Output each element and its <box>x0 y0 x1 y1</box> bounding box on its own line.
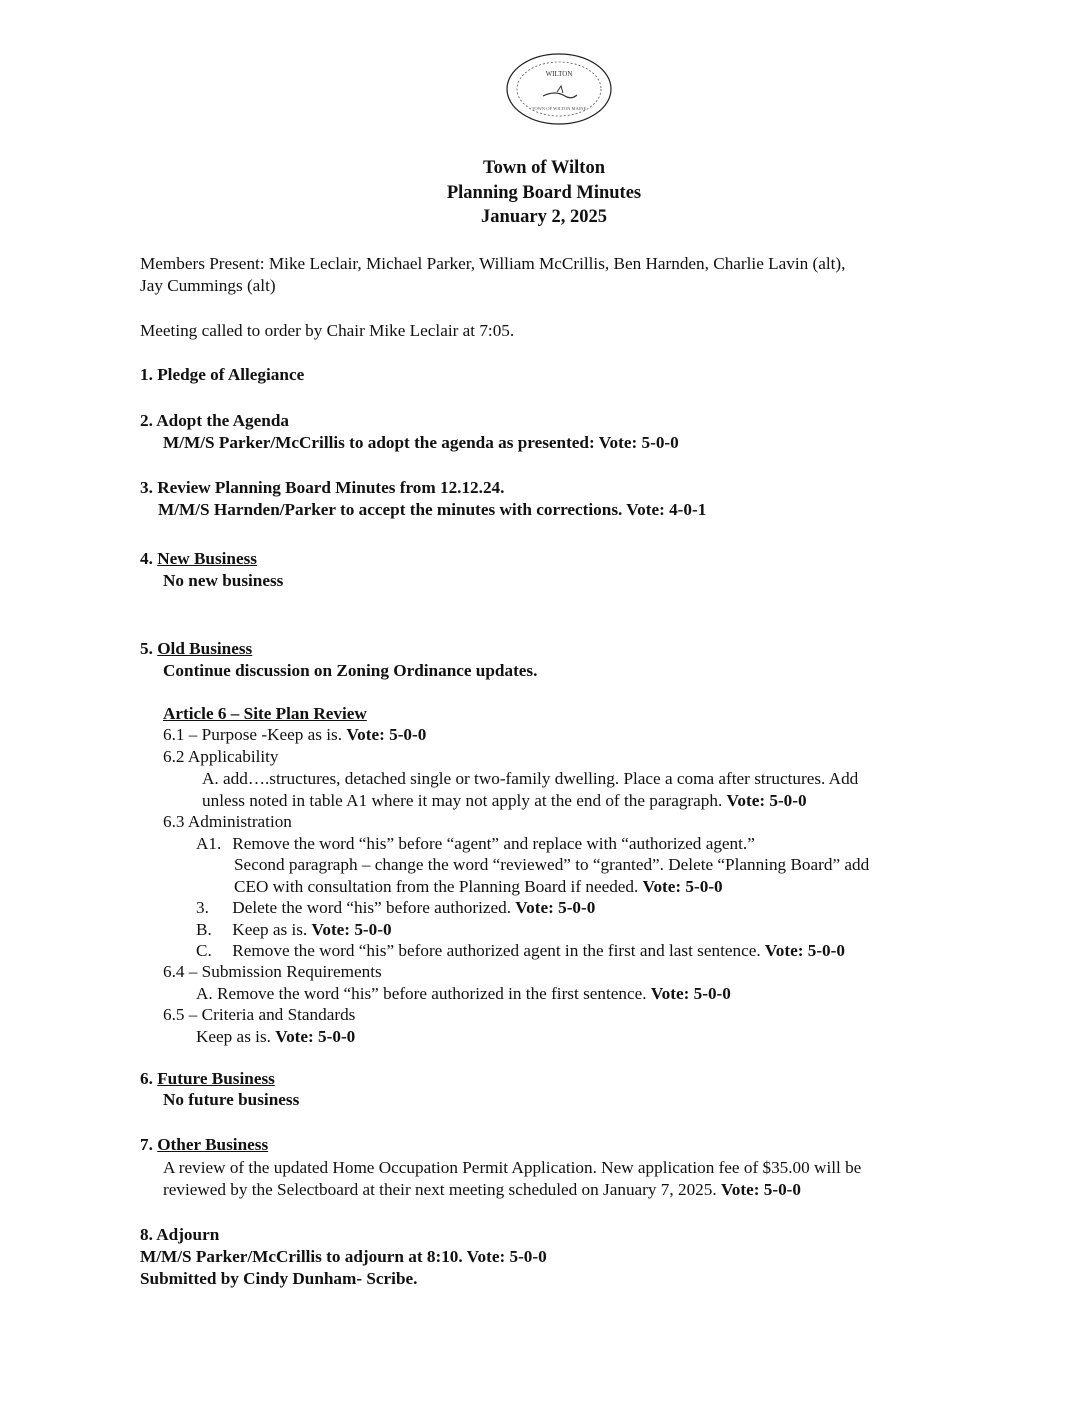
section-6-2-vote: Vote: 5-0-0 <box>726 791 807 810</box>
section-6-3-item-b-marker: B. <box>196 920 212 939</box>
section-6-3-a1-marker: A1. <box>196 834 222 853</box>
section-6-3-item-3-vote: Vote: 5-0-0 <box>515 898 596 917</box>
town-seal-logo <box>505 52 613 126</box>
call-to-order: Meeting called to order by Chair Mike Leclair at 7:05. <box>140 321 515 340</box>
section-6-3-a1-vote: Vote: 5-0-0 <box>642 877 723 896</box>
item-7-body-line2: reviewed by the Selectboard at their next meeting scheduled on January 7, 2025. Vote: 5-0-0 <box>163 1180 801 1199</box>
section-6-4: 6.4 – Submission Requirements <box>163 962 382 981</box>
section-6-3-item-c: C. Remove the word “his” before authorized agent in the first and last sentence. Vote: 5-0-0 <box>196 941 845 960</box>
item-6-number: 6. <box>140 1069 153 1088</box>
section-6-3-a1-line3: CEO with consultation from the Planning Board if needed. Vote: 5-0-0 <box>234 877 723 896</box>
svg-text:WILTON: WILTON <box>545 70 573 78</box>
item-7-heading: Other Business <box>157 1135 269 1154</box>
section-6-3-item-b: B. Keep as is. Vote: 5-0-0 <box>196 920 392 939</box>
svg-text:TOWN OF WILTON MAINE: TOWN OF WILTON MAINE <box>531 106 587 111</box>
item-7-body-line1: A review of the updated Home Occupation Permit Application. New application fee of $35.00 will be <box>163 1158 862 1177</box>
item-1-title: 1. Pledge of Allegiance <box>140 365 305 384</box>
section-6-3-item-c-marker: C. <box>196 941 212 960</box>
item-4-heading: New Business <box>157 549 257 568</box>
section-6-1-vote: Vote: 5-0-0 <box>346 725 427 744</box>
item-7-vote: Vote: 5-0-0 <box>720 1180 801 1199</box>
section-6-3-item-3-marker: 3. <box>196 898 209 917</box>
item-3-motion: M/M/S Harnden/Parker to accept the minutes with corrections. Vote: 4-0-1 <box>158 500 707 519</box>
section-6-5-keep: Keep as is. Vote: 5-0-0 <box>196 1027 356 1046</box>
submitted-by: Submitted by Cindy Dunham- Scribe. <box>140 1269 418 1288</box>
members-present-line1: Members Present: Mike Leclair, Michael Parker, William McCrillis, Ben Harnden, Charlie Lavin (alt), <box>140 254 846 273</box>
item-2-motion: M/M/S Parker/McCrillis to adopt the agenda as presented: Vote: 5-0-0 <box>163 433 679 452</box>
item-4-body: No new business <box>163 571 284 590</box>
item-6-title <box>140 1068 275 1090</box>
section-6-3-item-3: 3. Delete the word “his” before authorized. Vote: 5-0-0 <box>196 898 596 917</box>
section-6-3-item-c-vote: Vote: 5-0-0 <box>764 941 845 960</box>
item-2-title: 2. Adopt the Agenda <box>140 411 289 430</box>
title-date: January 2, 2025 <box>481 207 607 227</box>
section-6-5-vote: Vote: 5-0-0 <box>275 1027 356 1046</box>
item-5-heading: Old Business <box>157 639 253 658</box>
item-5-title <box>140 638 252 660</box>
article-6-heading: Article 6 – Site Plan Review <box>163 704 367 723</box>
section-6-3-a1-line2: Second paragraph – change the word “reviewed” to “granted”. Delete “Planning Board” add <box>234 855 870 874</box>
section-6-1: 6.1 – Purpose -Keep as is. Vote: 5-0-0 <box>163 725 427 744</box>
section-6-3: 6.3 Administration <box>163 812 292 831</box>
item-7-title <box>140 1134 268 1156</box>
item-6-heading: Future Business <box>157 1069 275 1088</box>
section-6-3-item-b-vote: Vote: 5-0-0 <box>311 920 392 939</box>
section-6-2-a-line2: unless noted in table A1 where it may not apply at the end of the paragraph. Vote: 5-0-0 <box>202 791 807 810</box>
item-8-title: 8. Adjourn <box>140 1225 220 1244</box>
item-4-number: 4. <box>140 549 153 568</box>
section-6-4-vote: Vote: 5-0-0 <box>650 984 731 1003</box>
title-board: Planning Board Minutes <box>446 182 642 203</box>
item-8-motion: M/M/S Parker/McCrillis to adjourn at 8:10. Vote: 5-0-0 <box>140 1247 547 1266</box>
title-town: Town of Wilton <box>482 158 605 178</box>
item-6-body: No future business <box>163 1090 300 1109</box>
item-7-number: 7. <box>140 1135 153 1154</box>
section-6-2-a-line1: A. add….structures, detached single or two-family dwelling. Place a coma after structures. Add <box>202 769 859 788</box>
document-title <box>0 156 1088 230</box>
members-present-line2: Jay Cummings (alt) <box>140 276 276 295</box>
section-6-5: 6.5 – Criteria and Standards <box>163 1005 356 1024</box>
item-4-title <box>140 548 257 570</box>
item-3-title: 3. Review Planning Board Minutes from 12.12.24. <box>140 478 505 497</box>
section-6-4-a: A. Remove the word “his” before authorized in the first sentence. Vote: 5-0-0 <box>196 984 731 1003</box>
item-5-body: Continue discussion on Zoning Ordinance updates. <box>163 661 538 680</box>
section-6-3-a1-line1: A1. Remove the word “his” before “agent” and replace with “authorized agent.” <box>196 834 755 853</box>
item-5-number: 5. <box>140 639 153 658</box>
section-6-2: 6.2 Applicability <box>163 747 279 766</box>
